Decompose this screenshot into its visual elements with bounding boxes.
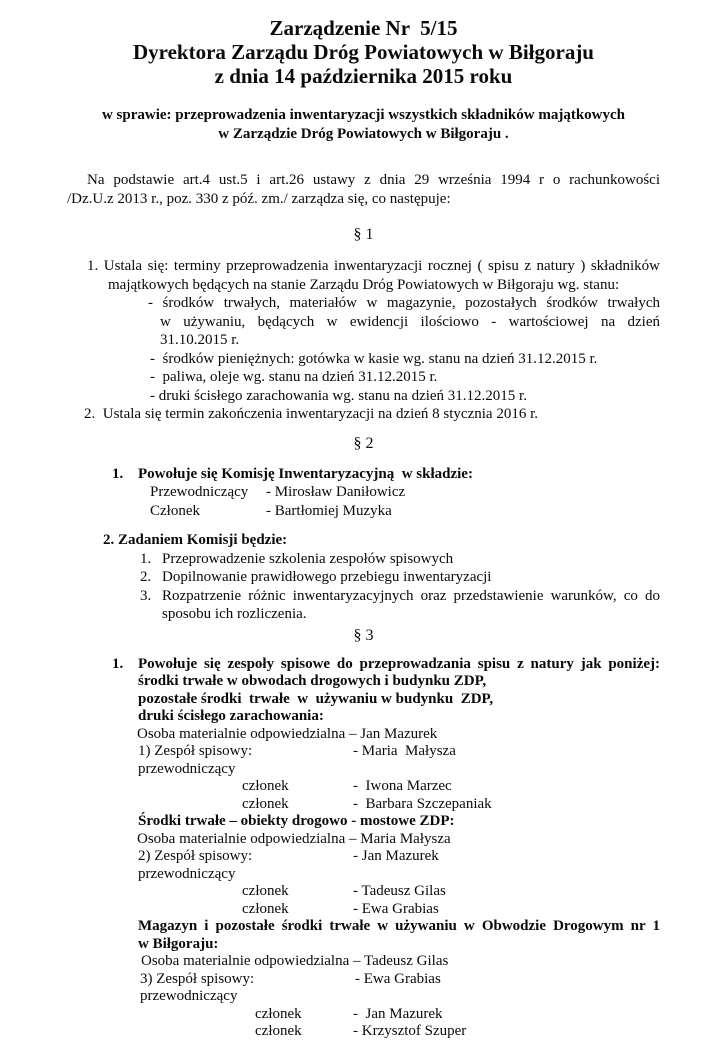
group3-member-row	[255, 1023, 660, 1041]
s1-bullet4: - druki ścisłego zarachowania wg. stanu na dzień 31.12.2015 r.	[150, 387, 527, 404]
title-line-1: Zarządzenie Nr 5/15	[269, 16, 458, 40]
s1-item1-line-2: majątkowych będących na stanie Zarządu Dróg Powiatowych w Biłgoraju wg. stanu:	[108, 276, 620, 293]
committee-row	[150, 483, 660, 502]
member-role: członek	[255, 1023, 302, 1039]
group3-member-row	[255, 1006, 660, 1024]
member-role: członek	[255, 1005, 302, 1022]
member-role: członek	[242, 883, 289, 899]
s2-item1-heading	[112, 465, 660, 484]
s2-item1-text: Powołuje się Komisję Inwentaryzacyjną w składzie:	[138, 465, 473, 482]
s2-item1-number: 1.	[112, 465, 124, 482]
task-row	[140, 587, 660, 606]
group1-member-row	[242, 778, 660, 796]
s3-heading-bridges: Środki trwałe – obiekty drogowo - mostowe ZDP:	[138, 813, 455, 829]
member-name: - Ewa Grabias	[353, 900, 439, 917]
member-role: członek	[242, 778, 289, 794]
group1-lead-label: 1) Zespół spisowy: przewodniczący	[138, 743, 256, 777]
group3-responsible-person: Osoba materialnie odpowiedzialna – Tadeusz Gilas	[141, 953, 449, 969]
task-number: 1.	[140, 550, 152, 567]
s2-item2-text: Zadaniem Komisji będzie:	[118, 532, 288, 548]
group3-lead-row	[140, 971, 660, 1006]
s3-heading-warehouse-line-2: w Biłgoraju:	[138, 935, 219, 952]
section-marker-1: § 1	[353, 226, 374, 243]
s2-item2-number: 2.	[103, 532, 115, 548]
member-name: - Jan Mazurek	[353, 1005, 443, 1022]
member-name: - Barbara Szczepaniak	[353, 795, 492, 812]
title-line-3: z dnia 14 października 2015 roku	[214, 64, 513, 88]
member-role: członek	[242, 795, 289, 812]
s1-bullet1-line-2: w używaniu, będących w ewidencji ilościowo - wartościowej na dzień	[160, 313, 660, 330]
group1-member-row	[242, 796, 660, 814]
group2-lead-row	[138, 848, 660, 883]
committee-member-name: - Mirosław Daniłowicz	[266, 484, 406, 500]
task-text: Rozpatrzenie różnic inwentaryzacyjnych oraz przedstawienie warunków, co do	[162, 587, 660, 604]
legal-basis-line-1: Na podstawie art.4 ust.5 i art.26 ustawy z dnia 29 września 1994 r o rachunkowości	[87, 172, 660, 188]
committee-row	[150, 502, 660, 521]
s1-item1-line-1: 1. Ustala się: terminy przeprowadzenia inwentaryzacji rocznej ( spisu z natury ) składników	[87, 258, 660, 274]
group2-responsible-person: Osoba materialnie odpowiedzialna – Maria Małysza	[137, 830, 451, 847]
group3-lead-name: - Ewa Grabias	[355, 970, 441, 987]
task-row	[140, 550, 660, 569]
member-name: - Krzysztof Szuper	[353, 1023, 467, 1039]
task-text: Przeprowadzenie szkolenia zespołów spisowych	[162, 550, 454, 567]
committee-member-name: - Bartłomiej Muzyka	[266, 502, 392, 519]
document-title	[67, 16, 660, 88]
section-1	[67, 257, 660, 424]
s1-bullet1-line-3: 31.10.2015 r.	[160, 332, 240, 348]
s3-item1-heading	[112, 656, 660, 674]
title-line-2: Dyrektora Zarządu Dróg Powiatowych w Biłgoraju	[133, 40, 594, 64]
s1-item2: 2. Ustala się termin zakończenia inwentaryzacji na dzień 8 stycznia 2016 r.	[84, 406, 538, 422]
section-3	[67, 656, 660, 1041]
committee-role: Członek	[150, 502, 200, 519]
legal-basis-line-2: /Dz.U.z 2013 r., poz. 330 z póź. zm./ zarządza się, co następuje:	[67, 190, 451, 207]
group1-responsible-person: Osoba materialnie odpowiedzialna – Jan Mazurek	[137, 725, 438, 742]
s2-item2-heading	[103, 531, 660, 550]
s3-heading-warehouse-line-1: Magazyn i pozostałe środki trwałe w używaniu w Obwodzie Drogowym nr 1	[138, 918, 660, 934]
s1-bullet3: - paliwa, oleje wg. stanu na dzień 31.12.2015 r.	[150, 369, 438, 385]
task-number: 2.	[140, 569, 152, 585]
legal-basis-paragraph	[67, 171, 660, 208]
member-name: - Tadeusz Gilas	[353, 883, 446, 899]
group1-lead-row	[138, 743, 660, 778]
group2-member-row	[242, 883, 660, 901]
s3-item1-text: Powołuje się zespoły spisowe do przeprowadzania spisu z natury jak poniżej:	[138, 655, 660, 672]
section-marker-3: § 3	[353, 626, 374, 644]
s3-scope-line: środki trwałe w obwodach drogowych i budynku ZDP,	[138, 673, 487, 689]
section-2	[67, 465, 660, 624]
s1-bullet1-line-1: - środków trwałych, materiałów w magazynie, pozostałych środków trwałych	[148, 295, 660, 311]
subject-line-2: w Zarządzie Dróg Powiatowych w Biłgoraju .	[218, 126, 509, 142]
section-marker-2: § 2	[353, 434, 374, 452]
committee-role: Przewodniczący	[150, 484, 249, 500]
group2-member-row	[242, 901, 660, 919]
task3-continuation: sposobu ich rozliczenia.	[162, 606, 307, 622]
member-role: członek	[242, 900, 289, 917]
task-text: Dopilnowanie prawidłowego przebiegu inwentaryzacji	[162, 569, 492, 585]
group3-lead-label: 3) Zespół spisowy: przewodniczący	[140, 970, 258, 1004]
s3-scope-line: druki ścisłego zarachowania:	[138, 708, 324, 724]
task-number: 3.	[140, 587, 152, 604]
member-name: - Iwona Marzec	[353, 778, 452, 794]
group2-lead-name: - Jan Mazurek	[353, 848, 439, 864]
document-content	[67, 16, 660, 1041]
group2-lead-label: 2) Zespół spisowy: przewodniczący	[138, 848, 256, 882]
group1-lead-name: - Maria Małysza	[353, 743, 456, 759]
subject-line-1: w sprawie: przeprowadzenia inwentaryzacji wszystkich składników majątkowych	[101, 107, 626, 123]
s3-item1-number: 1.	[112, 655, 124, 672]
document-subject	[67, 106, 660, 144]
task-row	[140, 568, 660, 587]
s3-scope-line: pozostałe środki trwałe w używaniu w budynku ZDP,	[138, 690, 494, 707]
s1-bullet2: - środków pieniężnych: gotówka w kasie wg. stanu na dzień 31.12.2015 r.	[150, 350, 598, 367]
